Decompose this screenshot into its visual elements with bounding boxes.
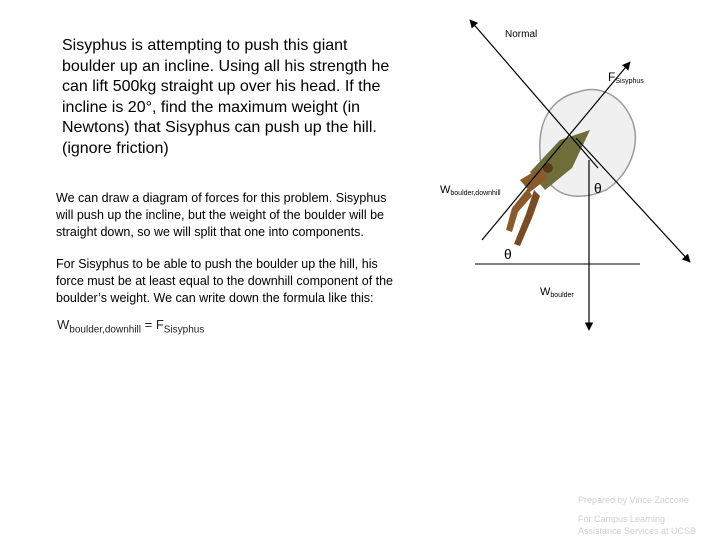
formula-lhs-subscript: boulder,downhill [69, 324, 141, 336]
w-boulder-label-subscript: boulder [550, 292, 574, 299]
formula-rhs-subscript: Sisyphus [163, 324, 205, 336]
normal-label: Normal [505, 29, 538, 40]
f-sisyphus-label-subscript: Sisyphus [615, 78, 644, 85]
explanation-paragraph-2: For Sisyphus to be able to push the boulder up the hill, his force must be at least equal to the downhill component of the boulder’s weight. We can write down the formula like this: [56, 257, 394, 305]
f-sisyphus-label [608, 70, 644, 85]
w-boulder-label-main: W [540, 286, 551, 298]
formula-rhs: F [155, 317, 164, 332]
theta-angle-lower: θ [504, 246, 512, 262]
credit-prepared-by: Prepared by Vince Zaccone [578, 495, 689, 505]
problem-statement: Sisyphus is attempting to push this giant boulder up an incline. Using all his strength he can lift 500kg straight up over his head. If the incline is 20°, find the maximum weight (in Newtons) that Sisyphus can push up the hill. (ignore friction) [62, 37, 390, 157]
credit-affiliation: For Campus Learning Assistance Services at UCSB [578, 514, 697, 536]
w-downhill-label-subscript: boulder,downhill [450, 190, 501, 197]
theta-angle-right: θ [594, 180, 602, 196]
f-sisyphus-label-main: F [608, 70, 616, 84]
w-boulder-label [540, 286, 574, 299]
weight-downhill-arrow [576, 138, 690, 262]
w-downhill-label-main: W [440, 184, 451, 196]
explanation-paragraph-1: We can draw a diagram of forces for this problem. Sisyphus will push up the incline, but the weight of the boulder will be straight down, so we will split that one into components. [56, 191, 387, 239]
formula-lhs: W [57, 317, 70, 332]
formula-equals: = [141, 317, 156, 332]
w-downhill-label [440, 184, 501, 197]
